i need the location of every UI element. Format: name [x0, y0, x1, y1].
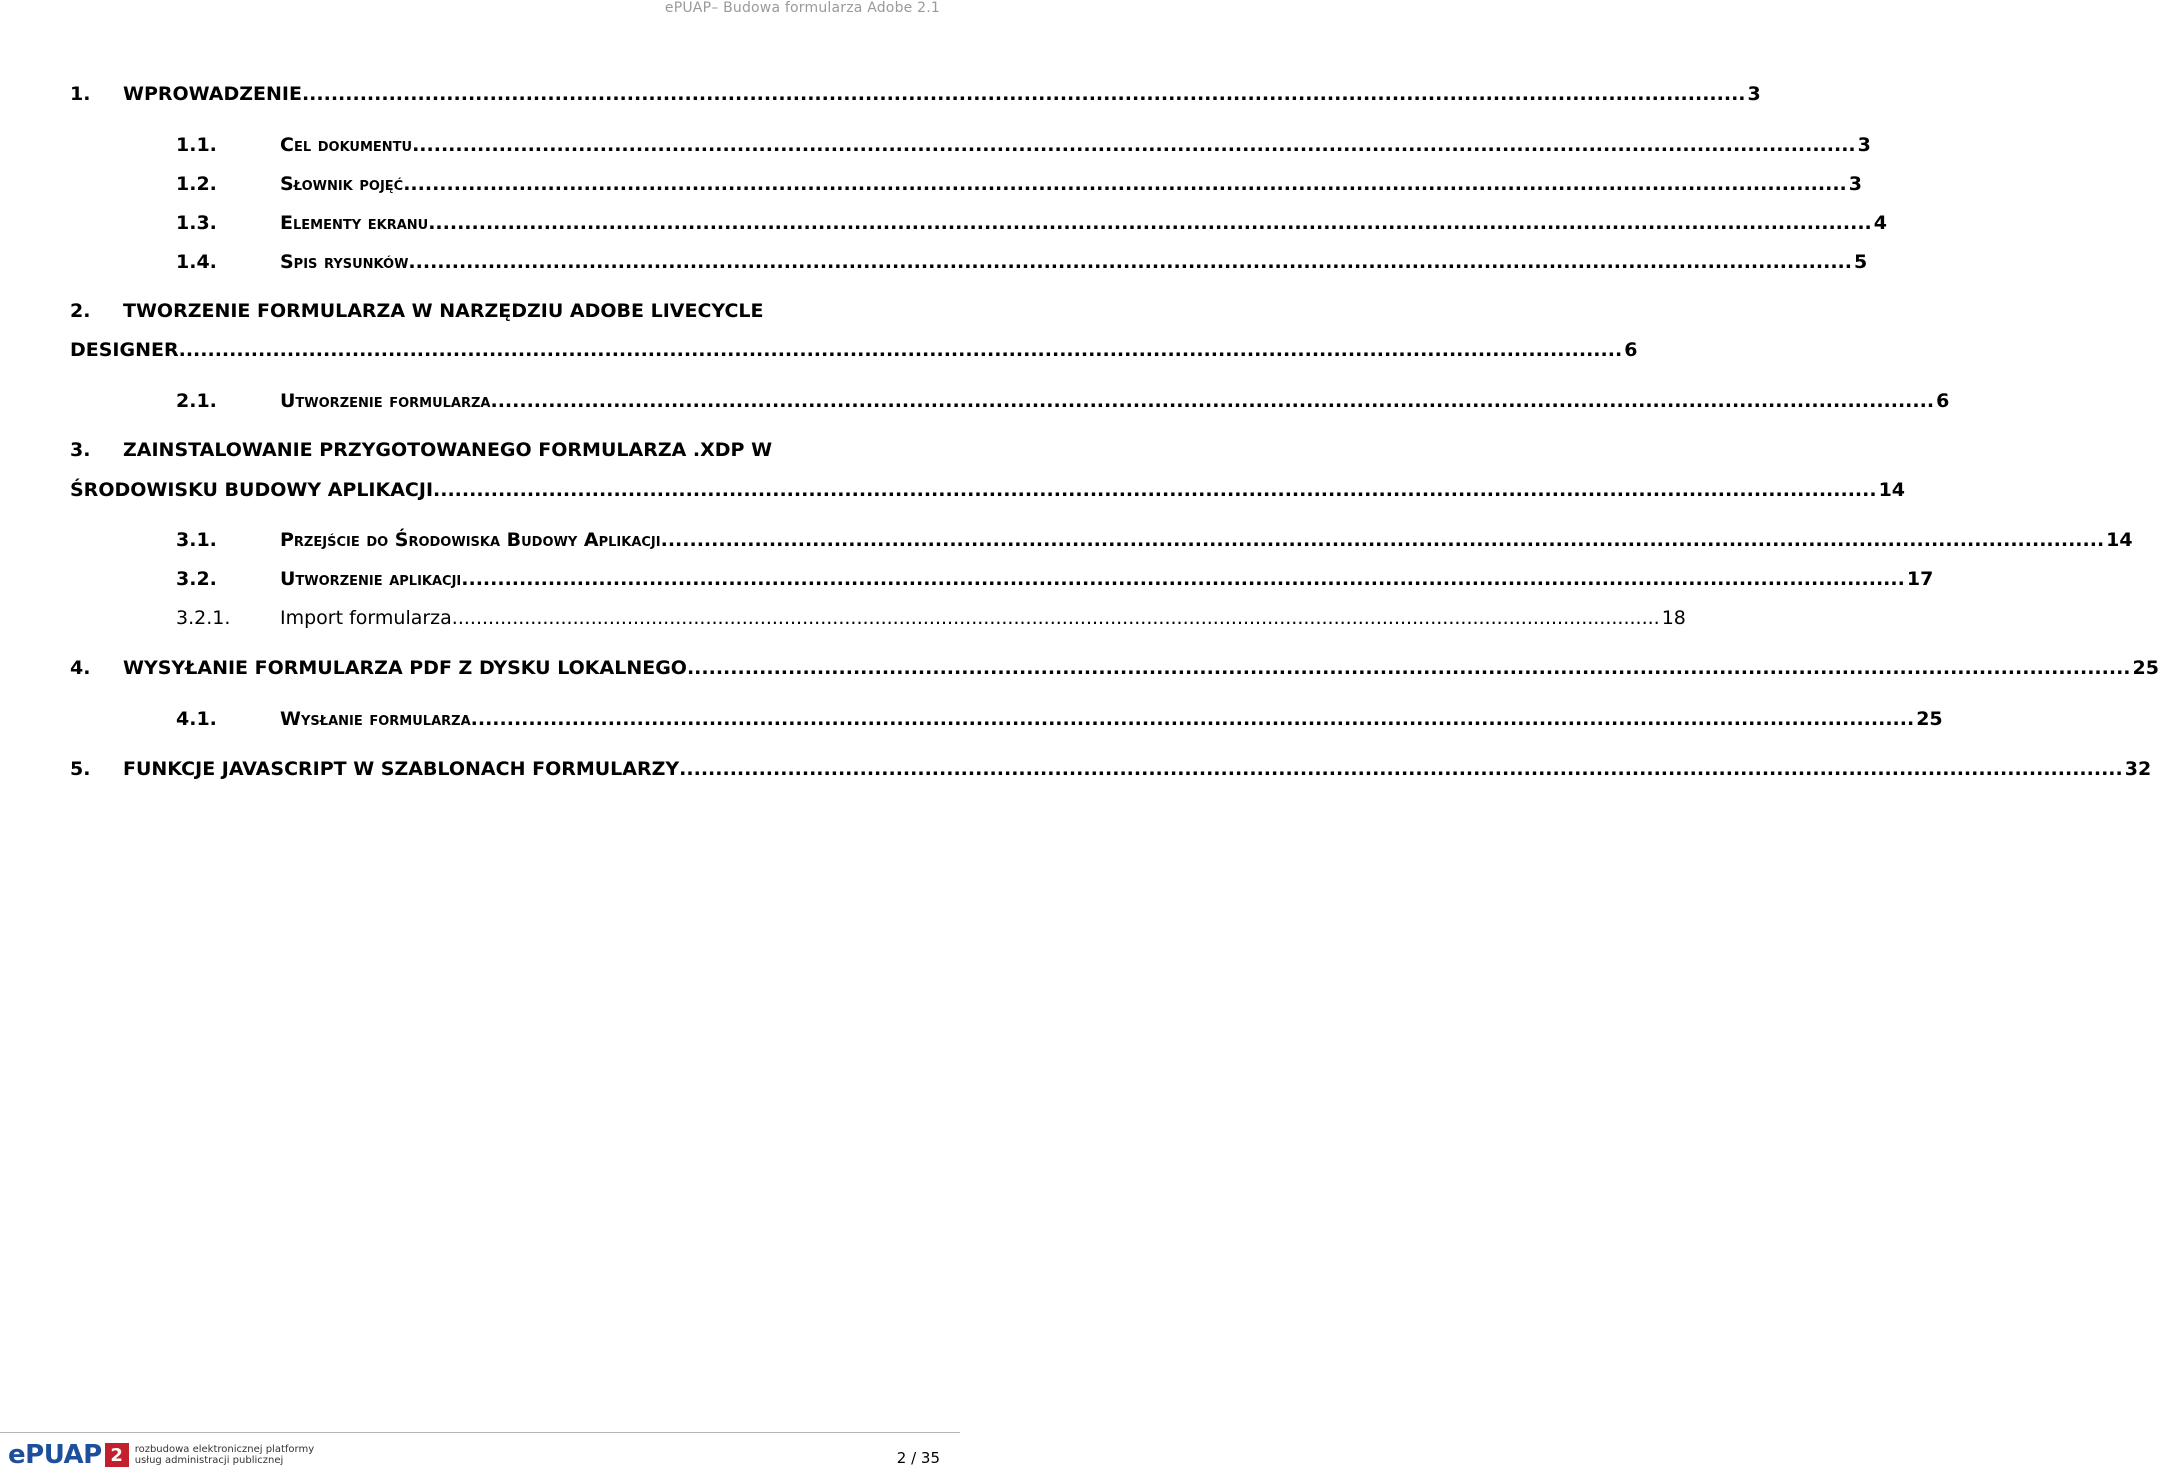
toc-entry-page: 3 — [1848, 173, 1862, 195]
logo-wordmark: ePUAP — [8, 1440, 102, 1470]
toc-leader-dots: ........................................................................................................................................................................................................ — [178, 339, 1623, 361]
toc-entry-page: 14 — [1878, 479, 1906, 501]
toc-leader-dots: ........................................................................................................................................................................................................ — [412, 134, 1856, 156]
tagline-line-2: usług administracji publicznej — [134, 1455, 284, 1466]
toc-entry-page: 32 — [2124, 758, 2152, 780]
toc-leader-dots: ........................................................................................................................................................................................................ — [408, 251, 1852, 273]
toc-entry-title: WPROWADZENIE — [123, 83, 302, 105]
page-header: ePUAP– Budowa formularza Adobe 2.1 — [664, 0, 940, 16]
epuap-logo — [8, 1441, 314, 1469]
toc-entry-title: WYSYŁANIE FORMULARZA PDF Z DYSKU LOKALNEGO — [123, 657, 687, 679]
toc-entry-page: 6 — [1936, 390, 1950, 412]
toc-entry-title: Wysłanie formularza — [280, 708, 471, 730]
toc-entry-title: Słownik pojęć — [280, 173, 404, 195]
toc-entry-page: 14 — [2106, 529, 2133, 551]
toc-entry-number: 4. — [70, 657, 91, 679]
toc-entry-number: 3. — [70, 439, 91, 461]
toc-entry-number: 2. — [70, 300, 91, 322]
page-number: 2 / 35 — [896, 1449, 940, 1467]
toc-entry-title: Utworzenie aplikacji — [280, 568, 462, 590]
toc-entry-number: 3.2.1. — [176, 607, 231, 629]
toc-entry-page: 3 — [1747, 83, 1761, 105]
tagline-line-1: rozbudowa elektronicznej platformy — [134, 1444, 315, 1455]
toc-entry-number: 5. — [70, 758, 91, 780]
toc-leader-dots: ........................................................................................................................................................................................................ — [679, 758, 2123, 780]
toc-leader-dots: ........................................................................................................................................................................................................ — [433, 479, 1877, 501]
toc-entry-number: 3.2. — [176, 568, 217, 590]
toc-entry-page: 6 — [1624, 339, 1638, 361]
toc-entry-number: 1.3. — [176, 212, 217, 234]
toc-entry-page: 18 — [1661, 607, 1686, 629]
toc-entry-title: Import formularza — [280, 607, 452, 629]
toc-leader-dots: ........................................................................................................................................................................................................ — [301, 83, 1746, 105]
toc-entry-page: 17 — [1906, 568, 1934, 590]
toc-entry-title: ŚRODOWISKU BUDOWY APLIKACJI — [70, 479, 434, 501]
footer-divider — [0, 1432, 960, 1433]
toc-entry-page: 3 — [1857, 134, 1871, 156]
toc-entry-number: 3.1. — [176, 529, 217, 551]
toc-leader-dots: ........................................................................................................................................................................................................ — [660, 529, 2105, 551]
toc-entry-title: Utworzenie formularza — [280, 390, 491, 412]
toc-entry-number: 1.2. — [176, 173, 217, 195]
toc-entry-title: Spis rysunków — [280, 251, 409, 273]
toc-leader-dots: ........................................................................................................................................................................................................ — [451, 607, 1660, 629]
toc-entry-page: 4 — [1873, 212, 1887, 234]
toc-entry-title: FUNKCJE JAVASCRIPT W SZABLONACH FORMULARZY — [123, 758, 680, 780]
toc-entry-number: 1.4. — [176, 251, 217, 273]
toc-leader-dots: ........................................................................................................................................................................................................ — [428, 212, 1872, 234]
toc-entry-title: Cel dokumentu — [280, 134, 413, 156]
toc-entry-title: ZAINSTALOWANIE PRZYGOTOWANEGO FORMULARZA .XDP W — [123, 439, 773, 461]
toc-entry-number: 4.1. — [176, 708, 217, 730]
toc-entry-number: 1. — [70, 83, 91, 105]
toc-entry-title: DESIGNER — [70, 339, 179, 361]
toc-leader-dots: ........................................................................................................................................................................................................ — [470, 708, 1915, 730]
toc-entry-number: 1.1. — [176, 134, 217, 156]
toc-entry-page: 25 — [1916, 708, 1943, 730]
toc-entry-title: TWORZENIE FORMULARZA W NARZĘDZIU ADOBE LIVECYCLE — [123, 300, 764, 322]
toc-entry-title: Przejście do Środowiska Budowy Aplikacji — [280, 529, 661, 551]
toc-leader-dots: ........................................................................................................................................................................................................ — [686, 657, 2131, 679]
toc-leader-dots: ........................................................................................................................................................................................................ — [461, 568, 1905, 590]
toc-entry-page: 25 — [2132, 657, 2159, 679]
logo-badge: 2 — [105, 1443, 129, 1467]
toc-entry-page: 5 — [1853, 251, 1868, 273]
toc-entry-number: 2.1. — [176, 390, 217, 412]
logo-tagline — [135, 1444, 314, 1466]
toc-leader-dots: ........................................................................................................................................................................................................ — [490, 390, 1935, 412]
toc-leader-dots: ........................................................................................................................................................................................................ — [403, 173, 1847, 195]
toc-entry-title: Elementy ekranu — [280, 212, 429, 234]
